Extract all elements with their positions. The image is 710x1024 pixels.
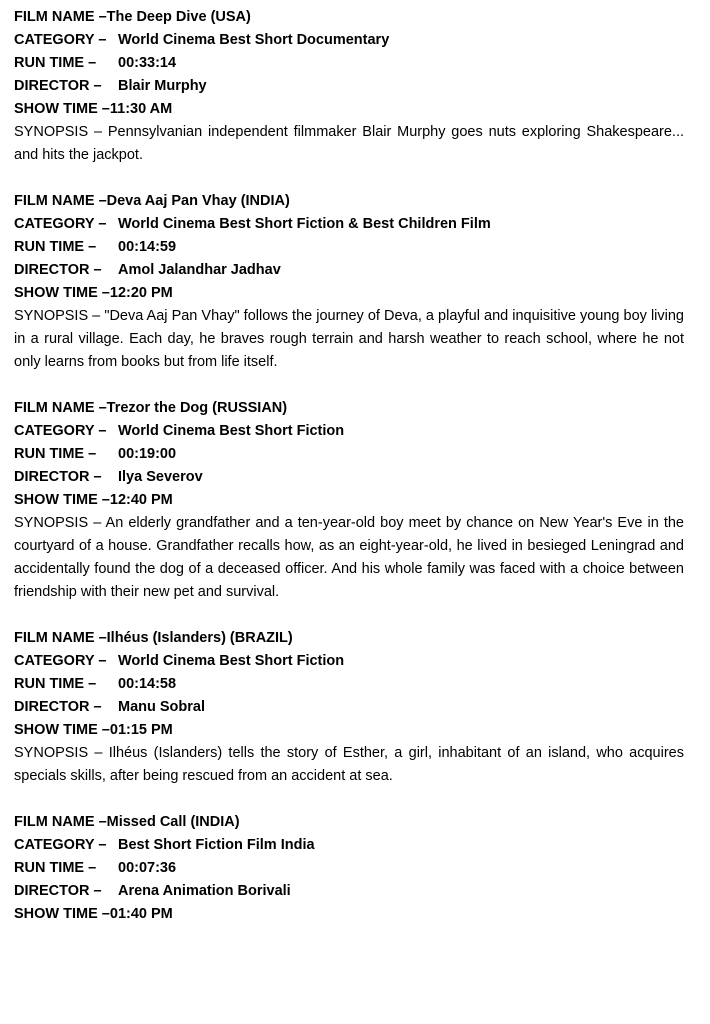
film-name-label: FILM NAME – — [14, 400, 107, 416]
director-value: Blair Murphy — [118, 78, 207, 94]
run-time-line — [14, 443, 684, 466]
film-name: Trezor the Dog (RUSSIAN) — [106, 400, 288, 416]
director-value: Amol Jalandhar Jadhav — [118, 262, 281, 278]
film-name: The Deep Dive (USA) — [106, 9, 251, 25]
director-value: Manu Sobral — [118, 699, 206, 715]
run-time-value: 00:14:59 — [118, 239, 177, 255]
run-time-label: RUN TIME – — [14, 446, 97, 462]
director-label: DIRECTOR – — [14, 78, 102, 94]
show-time-label: SHOW TIME – — [14, 285, 110, 301]
synopsis-text: An elderly grandfather and a ten-year-old boy meet by chance on New Year's Eve in the courtyard of a house. Grandfather recalls how, as an eight-year-old, he lived in besieged Leningrad and accidentally found the dog of a deceased officer. And his whole family was faced with a choice between friendship with their new pet and survival. — [14, 515, 684, 600]
run-time-line — [14, 857, 684, 880]
show-time-value: 01:40 PM — [109, 906, 173, 922]
run-time-label: RUN TIME – — [14, 55, 97, 71]
run-time-value: 00:14:58 — [118, 676, 177, 692]
director-line — [14, 880, 684, 903]
synopsis-label: SYNOPSIS – — [14, 124, 108, 140]
show-time-value: 12:40 PM — [109, 492, 173, 508]
category-label: CATEGORY – — [14, 423, 107, 439]
show-time-line — [14, 903, 684, 926]
run-time-line — [14, 673, 684, 696]
category-label: CATEGORY – — [14, 653, 107, 669]
film-name-line — [14, 811, 684, 834]
run-time-label: RUN TIME – — [14, 676, 97, 692]
film-name-label: FILM NAME – — [14, 193, 107, 209]
director-label: DIRECTOR – — [14, 262, 102, 278]
film-name-line — [14, 190, 684, 213]
film-name: Deva Aaj Pan Vhay (INDIA) — [106, 193, 290, 209]
run-time-line — [14, 52, 684, 75]
director-line — [14, 696, 684, 719]
category-line — [14, 29, 684, 52]
director-label: DIRECTOR – — [14, 883, 102, 899]
category-value: World Cinema Best Short Fiction & Best Children Film — [118, 216, 491, 232]
synopsis-text: "Deva Aaj Pan Vhay" follows the journey of Deva, a playful and inquisitive young boy living in a rural village. Each day, he braves rough terrain and harsh weather to reach school, where he not only learns from books but from life itself. — [14, 308, 684, 370]
director-value: Arena Animation Borivali — [118, 883, 291, 899]
show-time-value: 01:15 PM — [109, 722, 173, 738]
category-line — [14, 834, 684, 857]
category-value: World Cinema Best Short Fiction — [118, 653, 345, 669]
category-label: CATEGORY – — [14, 837, 107, 853]
director-line — [14, 259, 684, 282]
category-value: Best Short Fiction Film India — [118, 837, 315, 853]
film-entry — [14, 6, 684, 167]
film-name-line — [14, 6, 684, 29]
director-label: DIRECTOR – — [14, 699, 102, 715]
director-line — [14, 75, 684, 98]
film-schedule-document — [14, 6, 684, 949]
film-name-label: FILM NAME – — [14, 814, 107, 830]
film-name: Missed Call (INDIA) — [106, 814, 240, 830]
category-label: CATEGORY – — [14, 32, 107, 48]
category-line — [14, 650, 684, 673]
show-time-line — [14, 489, 684, 512]
show-time-label: SHOW TIME – — [14, 101, 110, 117]
show-time-label: SHOW TIME – — [14, 492, 110, 508]
synopsis-label: SYNOPSIS – — [14, 308, 105, 324]
show-time-line — [14, 282, 684, 305]
synopsis — [14, 305, 684, 374]
category-label: CATEGORY – — [14, 216, 107, 232]
film-entry — [14, 190, 684, 374]
synopsis-label: SYNOPSIS – — [14, 745, 109, 761]
show-time-line — [14, 719, 684, 742]
show-time-label: SHOW TIME – — [14, 722, 110, 738]
run-time-value: 00:07:36 — [118, 860, 177, 876]
film-entry — [14, 627, 684, 788]
film-name-label: FILM NAME – — [14, 9, 107, 25]
show-time-value: 12:20 PM — [109, 285, 173, 301]
director-label: DIRECTOR – — [14, 469, 102, 485]
synopsis-label: SYNOPSIS – — [14, 515, 106, 531]
run-time-label: RUN TIME – — [14, 860, 97, 876]
film-entry — [14, 397, 684, 604]
film-name-line — [14, 627, 684, 650]
category-value: World Cinema Best Short Fiction — [118, 423, 345, 439]
synopsis-text: Pennsylvanian independent filmmaker Blair Murphy goes nuts exploring Shakespeare... and hits the jackpot. — [14, 124, 684, 163]
director-line — [14, 466, 684, 489]
director-value: Ilya Severov — [118, 469, 203, 485]
show-time-line — [14, 98, 684, 121]
film-name: Ilhéus (Islanders) (BRAZIL) — [106, 630, 293, 646]
show-time-value: 11:30 AM — [109, 101, 173, 117]
synopsis — [14, 742, 684, 788]
category-line — [14, 213, 684, 236]
show-time-label: SHOW TIME – — [14, 906, 110, 922]
category-line — [14, 420, 684, 443]
synopsis — [14, 121, 684, 167]
film-name-label: FILM NAME – — [14, 630, 107, 646]
category-value: World Cinema Best Short Documentary — [118, 32, 390, 48]
synopsis — [14, 512, 684, 604]
film-entry — [14, 811, 684, 926]
film-name-line — [14, 397, 684, 420]
run-time-value: 00:33:14 — [118, 55, 177, 71]
synopsis-text: Ilhéus (Islanders) tells the story of Esther, a girl, inhabitant of an island, who acquires specials skills, after being rescued from an accident at sea. — [14, 745, 684, 784]
run-time-line — [14, 236, 684, 259]
run-time-value: 00:19:00 — [118, 446, 177, 462]
run-time-label: RUN TIME – — [14, 239, 97, 255]
